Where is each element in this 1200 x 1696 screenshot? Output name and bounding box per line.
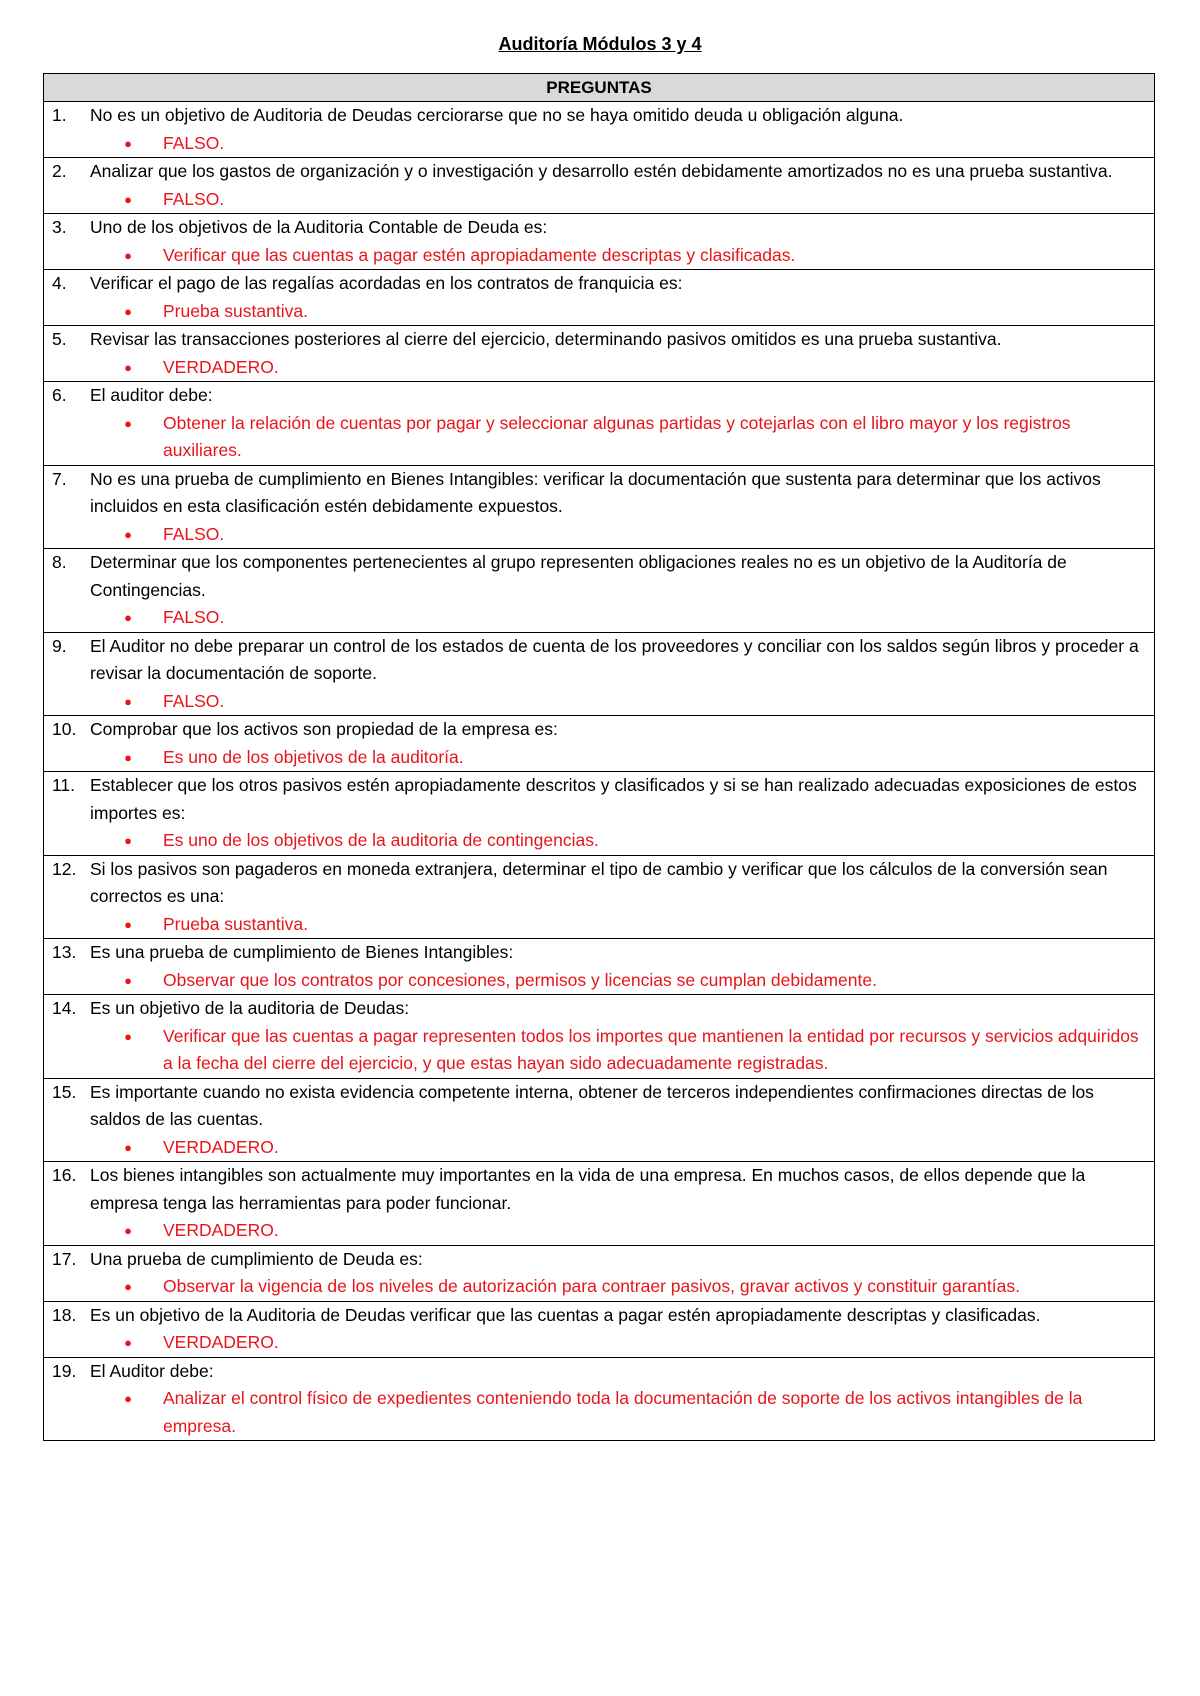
table-row bbox=[44, 995, 1155, 1079]
question-text: No es una prueba de cumplimiento en Bienes Intangibles: verificar la documentación que sustenta para determinar que los activos incluidos en esta clasificación estén debidamente expuestos. bbox=[90, 468, 1101, 516]
question-text: El auditor debe: bbox=[90, 385, 213, 405]
question-number: 17. bbox=[52, 1248, 77, 1269]
question-cell bbox=[44, 995, 1155, 1079]
question-number: 15. bbox=[52, 1081, 77, 1102]
question-cell bbox=[44, 382, 1155, 466]
questions-table-body bbox=[44, 102, 1155, 1441]
answer-text: FALSO. bbox=[163, 523, 225, 544]
table-row bbox=[44, 1357, 1155, 1441]
table-row bbox=[44, 326, 1155, 382]
question-text: Es importante cuando no exista evidencia competente interna, obtener de terceros independientes confirmaciones directas de los saldos de las cuentas. bbox=[90, 1081, 1094, 1129]
question-number: 13. bbox=[52, 942, 77, 962]
answer-line bbox=[90, 744, 1146, 772]
question-text-line bbox=[52, 1162, 1146, 1217]
answer-text: FALSO. bbox=[163, 188, 225, 209]
question-item bbox=[44, 1079, 1154, 1162]
question-item bbox=[44, 995, 1154, 1078]
question-number: 5. bbox=[52, 329, 67, 349]
question-number: 6. bbox=[52, 385, 67, 405]
answer-line bbox=[90, 604, 1146, 632]
answer-text: VERDADERO. bbox=[163, 1332, 279, 1352]
answer-text: Obtener la relación de cuentas por pagar y seleccionar algunas partidas y cotejarlas con el libro mayor y los registros auxiliares. bbox=[163, 412, 1071, 460]
answer-line bbox=[90, 1329, 1146, 1357]
question-number: 12. bbox=[52, 858, 77, 879]
bullet-icon: ● bbox=[124, 191, 132, 207]
question-number: 19. bbox=[52, 1360, 77, 1381]
question-item bbox=[44, 1246, 1154, 1301]
question-item bbox=[44, 466, 1154, 549]
question-item bbox=[44, 158, 1154, 213]
question-text-line bbox=[52, 772, 1146, 827]
question-number: 8. bbox=[52, 552, 67, 572]
question-text: Una prueba de cumplimiento de Deuda es: bbox=[90, 1248, 423, 1269]
bullet-icon: ● bbox=[124, 972, 132, 988]
answer-text: Observar la vigencia de los niveles de autorización para contraer pasivos, gravar activos y constituir garantías. bbox=[163, 1276, 1020, 1296]
answer-line bbox=[90, 410, 1146, 465]
question-text-line bbox=[52, 102, 1146, 130]
question-item bbox=[44, 1162, 1154, 1245]
question-text: Verificar el pago de las regalías acordadas en los contratos de franquicia es: bbox=[90, 273, 683, 293]
question-text: Uno de los objetivos de la Auditoria Contable de Deuda es: bbox=[90, 217, 548, 237]
answer-text: FALSO. bbox=[163, 607, 225, 627]
table-row bbox=[44, 1162, 1155, 1246]
bullet-icon: ● bbox=[124, 833, 132, 848]
question-number: 2. bbox=[52, 161, 67, 181]
question-text-line bbox=[52, 382, 1146, 410]
question-text: Es un objetivo de la auditoria de Deudas: bbox=[90, 998, 410, 1018]
question-cell bbox=[44, 549, 1155, 633]
question-number: 10. bbox=[52, 719, 77, 739]
bullet-icon: ● bbox=[124, 135, 132, 151]
bullet-icon: ● bbox=[124, 749, 132, 765]
questions-table bbox=[43, 73, 1155, 1441]
question-number: 7. bbox=[52, 468, 67, 489]
question-cell bbox=[44, 270, 1155, 326]
question-text: Comprobar que los activos son propiedad de la empresa es: bbox=[90, 719, 558, 739]
bullet-icon: ● bbox=[124, 415, 132, 431]
question-number: 16. bbox=[52, 1165, 77, 1185]
table-row bbox=[44, 465, 1155, 549]
answer-text: VERDADERO. bbox=[163, 356, 279, 377]
table-row bbox=[44, 102, 1155, 158]
bullet-icon: ● bbox=[124, 359, 132, 375]
answer-line bbox=[90, 1217, 1146, 1245]
answer-line bbox=[90, 967, 1146, 995]
question-text: Si los pasivos son pagaderos en moneda extranjera, determinar el tipo de cambio y verificar que los cálculos de la conversión sean correctos es una: bbox=[90, 858, 1108, 906]
question-number: 1. bbox=[52, 105, 67, 125]
question-item bbox=[44, 382, 1154, 465]
question-cell bbox=[44, 1245, 1155, 1301]
bullet-icon: ● bbox=[124, 1223, 132, 1238]
answer-line bbox=[90, 688, 1146, 716]
question-text: Analizar que los gastos de organización y o investigación y desarrollo estén debidamente amortizados no es una prueba sustantiva. bbox=[90, 161, 1113, 181]
question-text: El Auditor no debe preparar un control de los estados de cuenta de los proveedores y conciliar con los saldos según libros y proceder a revisar la documentación de soporte. bbox=[90, 635, 1139, 683]
answer-line bbox=[90, 1385, 1146, 1440]
question-number: 4. bbox=[52, 273, 67, 293]
bullet-icon: ● bbox=[124, 916, 132, 932]
table-header-preguntas: PREGUNTAS bbox=[44, 74, 1155, 102]
question-text: Los bienes intangibles son actualmente muy importantes en la vida de una empresa. En muchos casos, de ellos depende que la empresa tenga las herramientas para poder funcionar. bbox=[90, 1165, 1086, 1213]
table-row bbox=[44, 270, 1155, 326]
bullet-icon: ● bbox=[124, 303, 132, 319]
answer-text: Observar que los contratos por concesiones, permisos y licencias se cumplan debidamente. bbox=[163, 969, 877, 990]
answer-text: VERDADERO. bbox=[163, 1136, 279, 1157]
question-text-line bbox=[52, 1246, 1146, 1274]
question-text-line bbox=[52, 158, 1146, 186]
question-cell bbox=[44, 632, 1155, 716]
question-cell bbox=[44, 939, 1155, 995]
answer-text: Es uno de los objetivos de la auditoría. bbox=[163, 746, 464, 767]
question-text-line bbox=[52, 1358, 1146, 1386]
question-cell bbox=[44, 716, 1155, 772]
answer-line bbox=[90, 298, 1146, 326]
question-item bbox=[44, 214, 1154, 269]
question-cell bbox=[44, 158, 1155, 214]
answer-line bbox=[90, 186, 1146, 214]
answer-text: VERDADERO. bbox=[163, 1220, 279, 1240]
question-text-line bbox=[52, 270, 1146, 298]
bullet-icon: ● bbox=[124, 526, 132, 542]
answer-text: Prueba sustantiva. bbox=[163, 913, 308, 934]
question-cell bbox=[44, 855, 1155, 939]
answer-line bbox=[90, 911, 1146, 939]
bullet-icon: ● bbox=[124, 610, 132, 625]
question-cell bbox=[44, 1162, 1155, 1246]
question-text: No es un objetivo de Auditoria de Deudas cerciorarse que no se haya omitido deuda u obligación alguna. bbox=[90, 105, 904, 125]
document-title: Auditoría Módulos 3 y 4 bbox=[498, 34, 702, 54]
question-number: 14. bbox=[52, 998, 77, 1018]
question-item bbox=[44, 716, 1154, 771]
answer-text: Prueba sustantiva. bbox=[163, 300, 308, 321]
question-item bbox=[44, 939, 1154, 994]
question-cell bbox=[44, 1301, 1155, 1357]
bullet-icon: ● bbox=[124, 1391, 132, 1406]
answer-line bbox=[90, 1023, 1146, 1078]
question-cell bbox=[44, 1078, 1155, 1162]
table-row bbox=[44, 1245, 1155, 1301]
question-item bbox=[44, 549, 1154, 632]
table-row bbox=[44, 382, 1155, 466]
table-row bbox=[44, 214, 1155, 270]
question-text-line bbox=[52, 716, 1146, 744]
bullet-icon: ● bbox=[124, 1139, 132, 1155]
question-cell bbox=[44, 102, 1155, 158]
question-item bbox=[44, 326, 1154, 381]
bullet-icon: ● bbox=[124, 1028, 132, 1044]
answer-line bbox=[90, 1273, 1146, 1301]
question-item bbox=[44, 270, 1154, 325]
table-header-row bbox=[44, 74, 1155, 102]
answer-line bbox=[90, 827, 1146, 855]
question-cell bbox=[44, 772, 1155, 856]
bullet-icon: ● bbox=[124, 247, 132, 263]
question-number: 11. bbox=[52, 775, 76, 795]
question-item bbox=[44, 633, 1154, 716]
question-cell bbox=[44, 1357, 1155, 1441]
question-cell bbox=[44, 326, 1155, 382]
question-text-line bbox=[52, 1079, 1146, 1134]
table-row bbox=[44, 855, 1155, 939]
table-row bbox=[44, 158, 1155, 214]
question-text-line bbox=[52, 326, 1146, 354]
question-item bbox=[44, 1302, 1154, 1357]
question-item bbox=[44, 772, 1154, 855]
question-text-line bbox=[52, 633, 1146, 688]
question-cell bbox=[44, 214, 1155, 270]
answer-text: Analizar el control físico de expedientes conteniendo toda la documentación de soporte de los activos intangibles de la empresa. bbox=[163, 1388, 1083, 1436]
answer-line bbox=[90, 242, 1146, 270]
table-row bbox=[44, 939, 1155, 995]
answer-text: Es uno de los objetivos de la auditoria de contingencias. bbox=[163, 830, 599, 850]
table-row bbox=[44, 1301, 1155, 1357]
question-text-line bbox=[52, 1302, 1146, 1330]
question-number: 18. bbox=[52, 1304, 77, 1325]
answer-line bbox=[90, 1134, 1146, 1162]
question-item bbox=[44, 856, 1154, 939]
answer-text: Verificar que las cuentas a pagar estén apropiadamente descriptas y clasificadas. bbox=[163, 244, 796, 265]
question-text-line bbox=[52, 856, 1146, 911]
bullet-icon: ● bbox=[124, 1279, 132, 1294]
question-text: Establecer que los otros pasivos estén apropiadamente descritos y clasificados y si se han realizado adecuadas exposiciones de estos importes es: bbox=[90, 775, 1137, 823]
question-text: Es una prueba de cumplimiento de Bienes Intangibles: bbox=[90, 942, 514, 962]
question-text-line bbox=[52, 214, 1146, 242]
answer-line bbox=[90, 521, 1146, 549]
question-text-line bbox=[52, 466, 1146, 521]
table-row bbox=[44, 549, 1155, 633]
question-text-line bbox=[52, 995, 1146, 1023]
question-cell bbox=[44, 465, 1155, 549]
bullet-icon: ● bbox=[124, 1335, 132, 1350]
answer-text: FALSO. bbox=[163, 132, 225, 153]
table-row bbox=[44, 1078, 1155, 1162]
question-text-line bbox=[52, 549, 1146, 604]
question-text: Determinar que los componentes pertenecientes al grupo representen obligaciones reales no es un objetivo de la Auditoría de Contingencias. bbox=[90, 552, 1067, 600]
answer-line bbox=[90, 354, 1146, 382]
question-number: 9. bbox=[52, 635, 67, 656]
question-text: El Auditor debe: bbox=[90, 1360, 214, 1381]
bullet-icon: ● bbox=[124, 693, 132, 709]
question-text: Es un objetivo de la Auditoria de Deudas verificar que las cuentas a pagar estén apropiadamente descriptas y clasificadas. bbox=[90, 1304, 1041, 1325]
question-text-line bbox=[52, 939, 1146, 967]
question-item bbox=[44, 1358, 1154, 1441]
question-text: Revisar las transacciones posteriores al cierre del ejercicio, determinando pasivos omitidos es una prueba sustantiva. bbox=[90, 329, 1002, 349]
table-row bbox=[44, 716, 1155, 772]
table-row bbox=[44, 632, 1155, 716]
answer-text: Verificar que las cuentas a pagar representen todos los importes que mantienen la entidad por recursos y servicios adquiridos a la fecha del cierre del ejercicio, y que estas hayan sido adecuadamente registradas. bbox=[163, 1025, 1139, 1073]
question-item bbox=[44, 102, 1154, 157]
answer-line bbox=[90, 130, 1146, 158]
table-row bbox=[44, 772, 1155, 856]
answer-text: FALSO. bbox=[163, 690, 225, 711]
question-number: 3. bbox=[52, 217, 67, 237]
